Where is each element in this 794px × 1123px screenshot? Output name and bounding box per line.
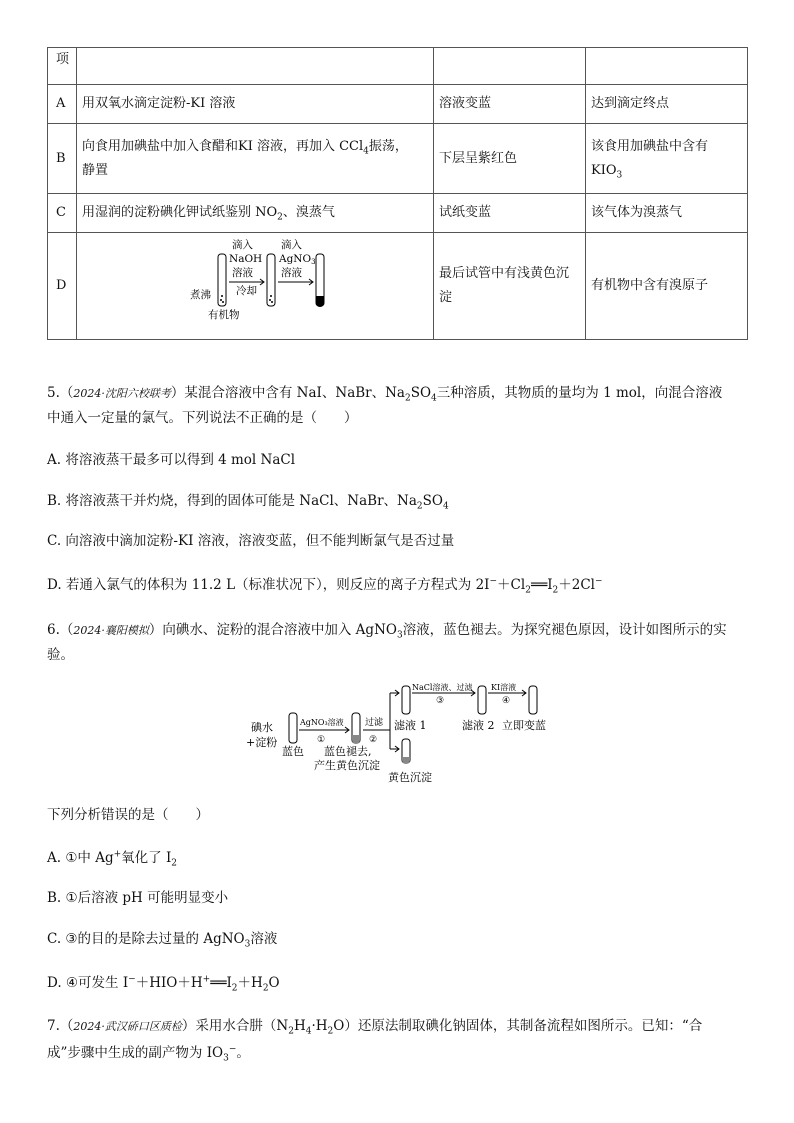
q5-option-b: B. 将溶液蒸干并灼烧，得到的固体可能是 NaCl、NaBr、$Na_2SO_4$: [47, 493, 449, 512]
q6-option-d: D. ④可发生 $I^-+HIO+H^+══I_2+H_2O$: [47, 974, 280, 994]
conclusion-cell: 该食用加碘盐中含有 $KIO_3$: [586, 124, 748, 194]
operation-cell: 用湿润的淀粉碘化钾试纸鉴别 $NO_2$、溴蒸气: [77, 194, 434, 233]
test-tube-diagram: [82, 238, 427, 326]
operation-cell: [77, 233, 434, 340]
row-label: A: [48, 85, 77, 124]
q5-option-a: A. 将溶液蒸干最多可以得到 4 mol NaCl: [47, 452, 296, 468]
q7-stem: 7.（2024·武汉硚口区质检）采用水合肼$(N_2H_4\cdot H_2O)$还原法制取碘化钠固体，其制备流程如图所示。已知：“合: [47, 1018, 703, 1037]
label-cool: 冷却: [236, 284, 257, 297]
table-row: [48, 85, 748, 124]
q5-stem-line2: 中通入一定量的氯气。下列说法不正确的是（ ）: [47, 410, 358, 426]
label-naoh: NaOH: [229, 252, 263, 265]
label-filter: 过滤: [365, 718, 384, 728]
label-faded1: 蓝色褪去,: [324, 745, 372, 758]
conclusion-cell: 该气体为溴蒸气: [586, 194, 748, 233]
label-instant-blue: 立即变蓝: [502, 719, 546, 732]
label-agno3: AgNO3: [279, 252, 316, 266]
q7-stem-line2: 成”步骤中生成的副产物为 $IO_3^-$。: [47, 1044, 250, 1064]
label-step1-reagent: AgNO₃溶液: [300, 718, 344, 727]
table-header-cell: 项: [48, 48, 77, 85]
label-add-1: 滴入: [232, 238, 253, 251]
label-add-2: 滴入: [281, 238, 302, 251]
operation-cell: 向食用加碘盐中加入食醋和KI 溶液，再加入 CCl$_4$振荡， 静置: [77, 124, 434, 194]
table-row: [48, 124, 748, 194]
conclusion-cell: 达到滴定终点: [586, 85, 748, 124]
q6-option-a: A. ①中 Ag+氧化了 $I_2$: [47, 849, 178, 869]
label-iodine: 碘水: [251, 721, 273, 734]
table-row: [48, 233, 748, 340]
row-label: B: [48, 124, 77, 194]
label-step2-num: ②: [369, 735, 378, 745]
q5-option-d: D. 若通入氯气的体积为 11.2 L（标准状况下），则反应的离子方程式为 $2I^-+Cl_2══I_2+2Cl^-$: [47, 576, 603, 596]
operation-cell: 用双氧水滴定淀粉-KI 溶液: [77, 85, 434, 124]
q5-option-c: C. 向溶液中滴加淀粉-KI 溶液，溶液变蓝，但不能判断氯气是否过量: [47, 533, 455, 549]
row-label: D: [48, 233, 77, 340]
label-blue: 蓝色: [282, 745, 304, 758]
label-starch: +淀粉: [246, 736, 278, 749]
label-filtrate2: 滤液 2: [462, 719, 495, 732]
label-step3-num: ③: [436, 696, 445, 706]
q5-stem: 5.（2024·沈阳六校联考）某混合溶液中含有 NaI、NaBr、$Na_2SO_4$三种溶质，其物质的量均为 1 mol，向混合溶液: [47, 385, 723, 404]
label-step4-num: ④: [502, 696, 511, 706]
label-filtrate1: 滤液 1: [394, 719, 427, 732]
label-solution-2: 溶液: [281, 266, 302, 279]
q6-question: 下列分析错误的是（ ）: [47, 807, 209, 823]
label-solution-1: 溶液: [232, 266, 253, 279]
q6-stem: 6.（2024·襄阳模拟）向碘水、淀粉的混合溶液中加入 AgNO$_3$溶液，蓝色褪去。为探究褪色原因，设计如图所示的实: [47, 622, 727, 641]
experiment-table: [47, 47, 748, 340]
label-step4-reagent: KI溶液: [491, 683, 517, 692]
phenomenon-cell: 试纸变蓝: [434, 194, 586, 233]
table-row: [48, 48, 748, 85]
q6-flow-diagram: [240, 683, 560, 785]
label-step1-num: ①: [317, 735, 326, 745]
conclusion-cell: 有机物中含有溴原子: [586, 233, 748, 340]
phenomenon-cell: 下层呈紫红色: [434, 124, 586, 194]
label-faded2: 产生黄色沉淀: [314, 759, 380, 772]
label-boil: 煮沸: [190, 288, 211, 301]
table-row: [48, 194, 748, 233]
label-yellow-ppt: 黄色沉淀: [388, 771, 432, 784]
row-label: C: [48, 194, 77, 233]
q6-option-b: B. ①后溶液 pH 可能明显变小: [47, 890, 229, 906]
label-organic: 有机物: [208, 308, 240, 321]
phenomenon-cell: 溶液变蓝: [434, 85, 586, 124]
q6-stem-line2: 验。: [47, 647, 74, 663]
label-step3-reagent: NaCl溶液、过滤: [412, 683, 473, 692]
phenomenon-cell: 最后试管中有浅黄色沉 淀: [434, 233, 586, 340]
q6-option-c: C. ③的目的是除去过量的 AgNO$_3$溶液: [47, 931, 278, 950]
